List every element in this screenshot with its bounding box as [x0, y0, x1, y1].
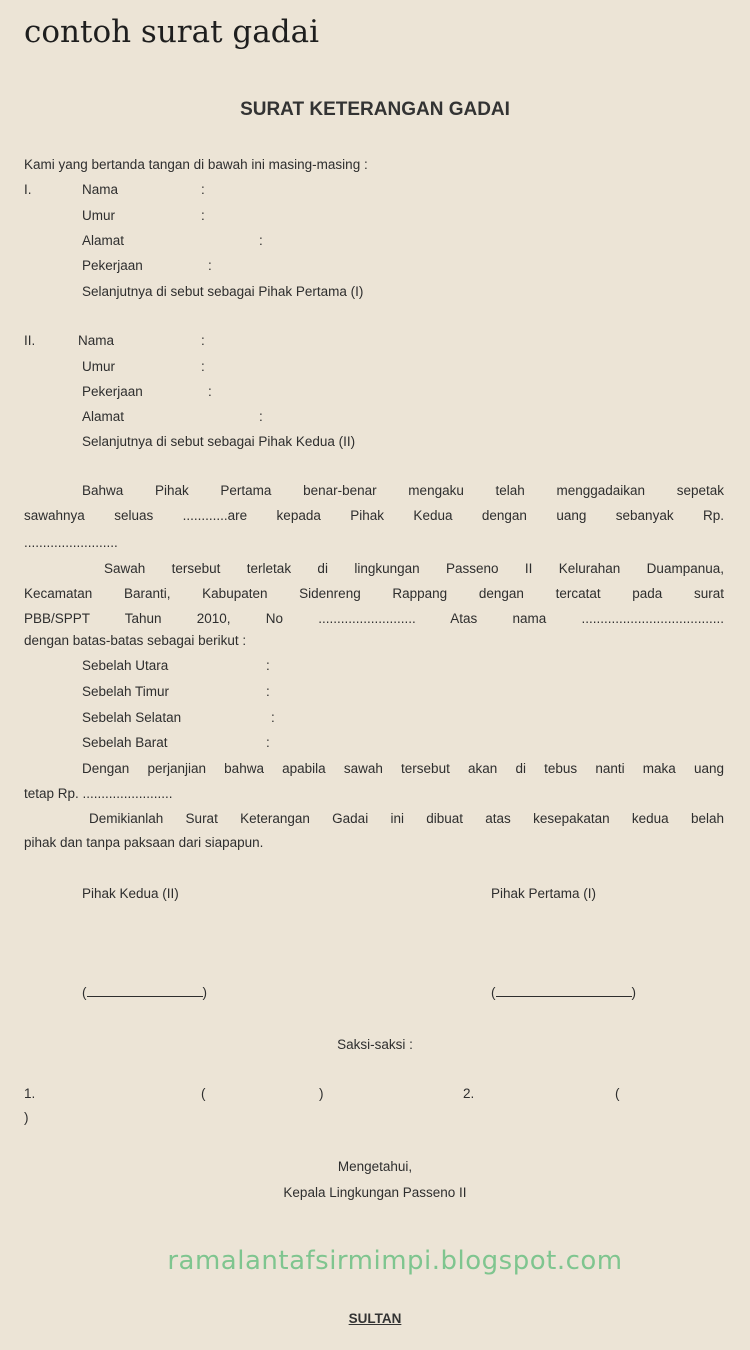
party1-designation: Selanjutnya di sebut sebagai Pihak Pertama (I): [82, 284, 364, 299]
paragraph-pledge-line3: .........................: [24, 535, 118, 550]
paragraph-location: [24, 556, 724, 631]
party1-colon-job: :: [208, 258, 212, 273]
paragraph-pledge: [24, 478, 724, 528]
signer-name: SULTAN: [348, 1311, 402, 1326]
paragraph-location-line2: Kecamatan Baranti, Kabupaten Sidenreng Rappang dengan tercatat pada surat: [24, 586, 724, 601]
party2-field-name: Nama: [78, 333, 115, 348]
paragraph-pledge-line2: sawahnya seluas ............are kepada Pihak Kedua dengan uang sebanyak Rp.: [24, 508, 724, 523]
party1-field-address: Alamat: [82, 233, 125, 248]
signature-label-party2: Pihak Kedua (II): [82, 886, 179, 901]
border-south: Sebelah Selatan: [82, 710, 182, 725]
watermark: ramalantafsirmimpi.blogspot.com: [167, 1246, 623, 1276]
party1-colon-name: :: [201, 182, 205, 197]
party1-numeral: I.: [24, 182, 32, 197]
signature-line-party1: [491, 984, 636, 1000]
party2-designation: Selanjutnya di sebut sebagai Pihak Kedua (II): [82, 434, 356, 449]
party1-field-job: Pekerjaan: [82, 258, 143, 273]
paragraph-closing: [24, 806, 724, 831]
border-north: Sebelah Utara: [82, 658, 169, 673]
party2-colon-age: :: [201, 359, 205, 374]
witness-1-close-paren: ): [319, 1086, 324, 1101]
page-title: contoh surat gadai: [24, 14, 319, 50]
signature-line-party2: [82, 984, 207, 1000]
party1-field-name: Nama: [82, 182, 119, 197]
witness-2-close-paren: ): [24, 1110, 29, 1125]
intro-text: Kami yang bertanda tangan di bawah ini masing-masing :: [24, 157, 368, 172]
border-south-colon: :: [271, 710, 275, 725]
witness-2-number: 2.: [463, 1086, 475, 1101]
signature-close-paren: ): [202, 985, 207, 1000]
paragraph-location-line4: dengan batas-batas sebagai berikut :: [24, 633, 247, 648]
border-east: Sebelah Timur: [82, 684, 170, 699]
party2-colon-name: :: [201, 333, 205, 348]
document-title: SURAT KETERANGAN GADAI: [240, 99, 510, 120]
border-north-colon: :: [266, 658, 270, 673]
paragraph-closing-line2: pihak dan tanpa paksaan dari siapapun.: [24, 835, 264, 850]
paragraph-pledge-line1: Bahwa Pihak Pertama benar-benar mengaku telah menggadaikan sepetak: [82, 483, 724, 498]
party1-field-age: Umur: [82, 208, 115, 223]
party2-numeral: II.: [24, 333, 36, 348]
witness-2-open-paren: (: [615, 1086, 620, 1101]
signature-open-paren: (: [82, 985, 87, 1000]
party2-colon-address: :: [259, 409, 263, 424]
paragraph-redemption: [24, 756, 724, 781]
paragraph-location-line1: Sawah tersebut terletak di lingkungan Passeno II Kelurahan Duampanua,: [104, 561, 724, 576]
paragraph-closing-line1: Demikianlah Surat Keterangan Gadai ini dibuat atas kesepakatan kedua belah: [89, 811, 724, 826]
party2-field-job: Pekerjaan: [82, 384, 143, 399]
party1-colon-address: :: [259, 233, 263, 248]
signature-open-paren: (: [491, 985, 496, 1000]
party1-colon-age: :: [201, 208, 205, 223]
paragraph-redemption-line1: Dengan perjanjian bahwa apabila sawah tersebut akan di tebus nanti maka uang: [82, 761, 724, 776]
paragraph-location-line3: PBB/SPPT Tahun 2010, No .......................... Atas nama ......................................: [24, 611, 724, 626]
witnesses-title: Saksi-saksi :: [337, 1037, 413, 1052]
acknowledge-line1: Mengetahui,: [337, 1159, 413, 1174]
signature-close-paren: ): [631, 985, 636, 1000]
witness-1-open-paren: (: [201, 1086, 206, 1101]
border-east-colon: :: [266, 684, 270, 699]
acknowledge-line2: Kepala Lingkungan Passeno II: [283, 1185, 467, 1200]
party2-field-age: Umur: [82, 359, 115, 374]
party2-field-address: Alamat: [82, 409, 125, 424]
paragraph-redemption-line2: tetap Rp. ........................: [24, 786, 173, 801]
party2-colon-job: :: [208, 384, 212, 399]
witness-1-number: 1.: [24, 1086, 36, 1101]
signature-label-party1: Pihak Pertama (I): [491, 886, 597, 901]
border-west: Sebelah Barat: [82, 735, 168, 750]
border-west-colon: :: [266, 735, 270, 750]
